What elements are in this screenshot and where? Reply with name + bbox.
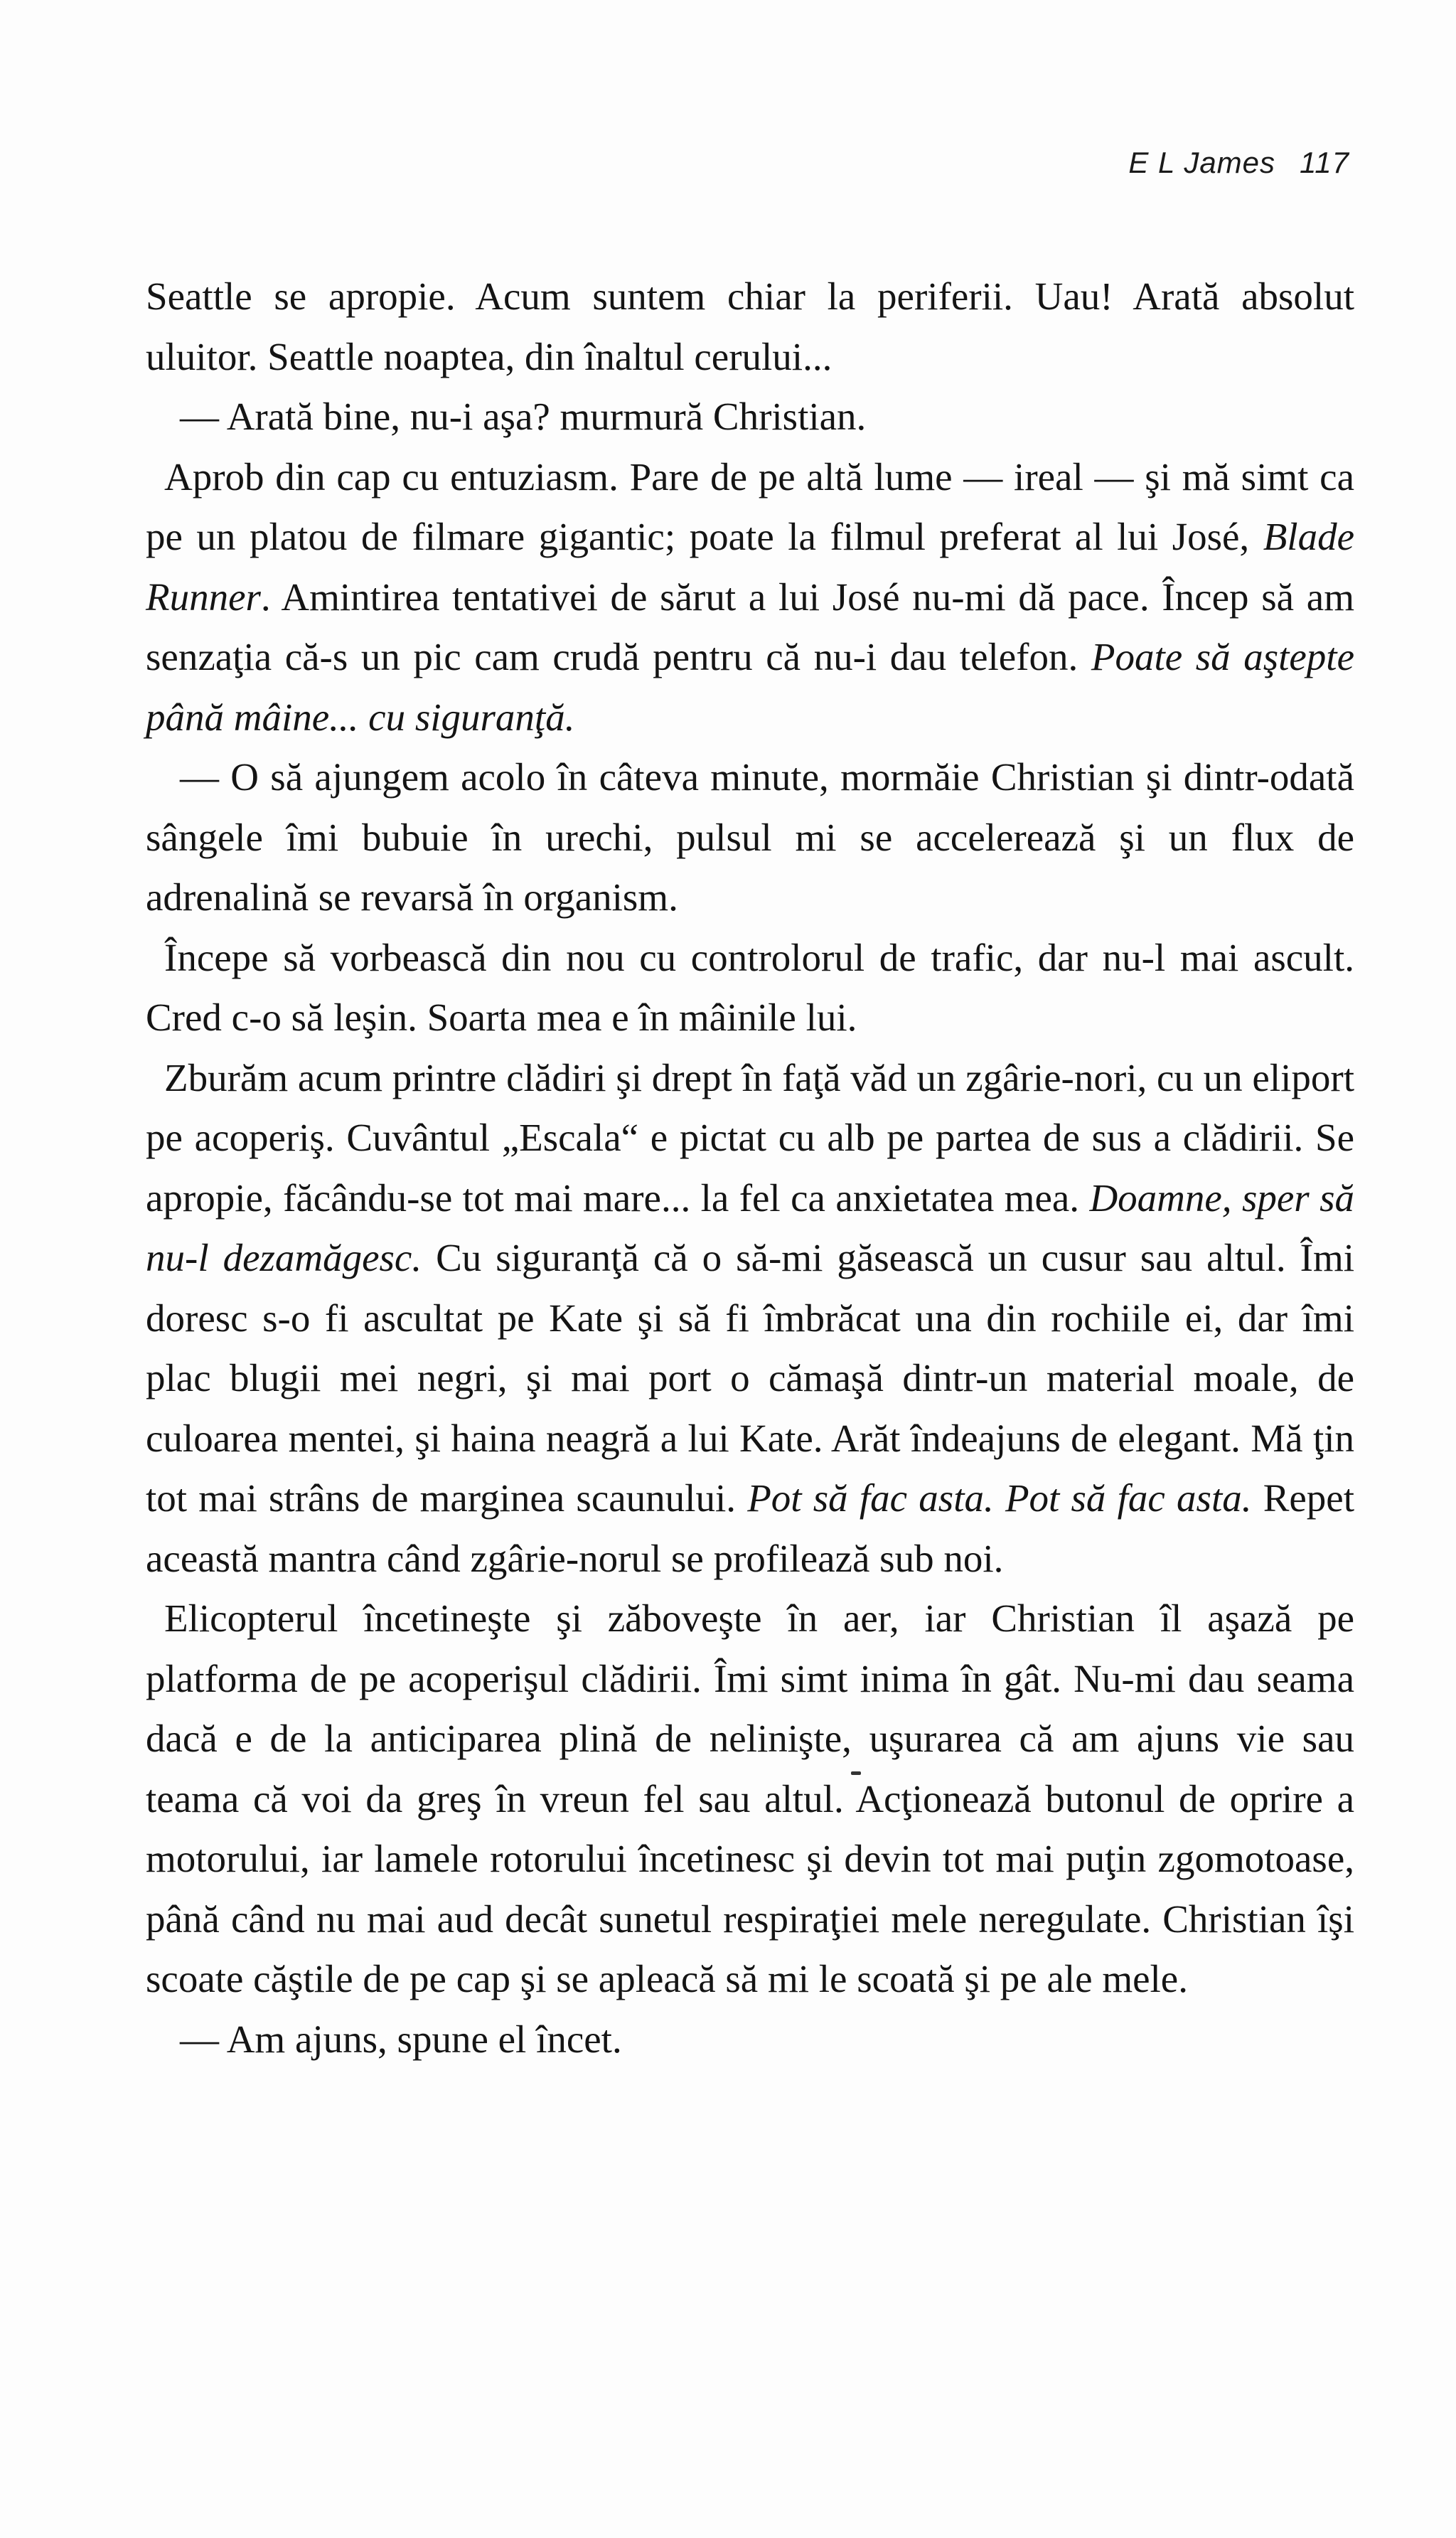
text-run: Aprob din cap cu entuziasm. Pare de pe altă lume — ireal — şi mă simt ca pe un platou de filmare gigantic; poate la filmul preferat al lui José, — [146, 454, 1354, 558]
author-name: E L James — [1128, 146, 1276, 179]
text-run: . Amintirea tentativei de sărut a lui José nu-mi dă pace. Încep să am senzaţia că-s un pic cam crudă pentru că nu-i dau telefon. — [146, 575, 1354, 678]
text-run: — Arată bine, nu-i aşa? murmură Christian. — [180, 395, 867, 438]
paragraph — [146, 447, 1354, 748]
italic-text-run: Poate să aştepte până mâine... cu siguranţă. — [146, 635, 1354, 739]
body-text — [146, 267, 1354, 2069]
italic-text-run: Pot să fac asta. Pot să fac asta. — [747, 1476, 1252, 1520]
text-run: — O să ajungem acolo în câteva minute, mormăie Christian şi dintr-odată sângele îmi bubuie în urechi, pulsul mi se accelerează şi un flux de adrenalină se revarsă în organism. — [146, 755, 1354, 919]
paragraph — [146, 928, 1354, 1048]
paragraph — [146, 1589, 1354, 2010]
text-run: Elicopterul încetineşte şi zăboveşte în aer, iar Christian îl aşază pe platforma de pe acoperişul clădirii. Îmi simt inima în gât. Nu-mi dau seama dacă e de la anticiparea plină de nelinişte, uşurarea că am ajuns vie sau teama că voi da greş în vreun fel sau altul. Acţionează butonul de oprire a motorului, iar lamele rotorului încetinesc şi devin tot mai puţin zgomotoase, până când nu mai aud decât sunetul respiraţiei mele neregulate. Christian îşi scoate căştile de pe cap şi se apleacă să mi le scoată şi pe ale mele. — [146, 1596, 1354, 2000]
paragraph — [146, 2010, 1354, 2070]
paragraph — [146, 267, 1354, 387]
paragraph — [146, 747, 1354, 928]
text-run: Cu siguranţă că o să-mi găsească un cusur sau altul. Îmi doresc s-o fi ascultat pe Kate şi să fi îmbrăcat una din rochiile ei, dar îmi plac blugii mei negri, şi mai port o cămaşă dintr-un material moale, de culoarea mentei, şi haina neagră a lui Kate. Arăt îndeajuns de elegant. Mă ţin tot mai strâns de marginea scaunului. — [146, 1236, 1355, 1520]
text-run: Seattle se apropie. Acum suntem chiar la periferii. Uau! Arată absolut uluitor. Seattle noaptea, din înaltul cerului... — [146, 274, 1354, 378]
text-run: Repet această mantra când zgârie-norul se profilează sub noi. — [146, 1476, 1354, 1580]
page-number: 117 — [1300, 146, 1349, 179]
print-speck — [851, 1771, 861, 1775]
paragraph — [146, 1048, 1354, 1589]
text-run: Începe să vorbească din nou cu controlorul de trafic, dar nu-l mai ascult. Cred c-o să leşin. Soarta mea e în mâinile lui. — [146, 935, 1354, 1039]
text-run: — Am ajuns, spune el încet. — [180, 2017, 622, 2061]
italic-text-run: Blade Runner — [146, 515, 1354, 619]
text-run: Zburăm acum printre clădiri şi drept în faţă văd un zgârie-nori, cu un eliport pe acoperiş. Cuvântul „Escala“ e pictat cu alb pe partea de sus a clădirii. Se apropie, făcându-se tot mai mare... la fel ca anxietatea mea. — [146, 1055, 1354, 1220]
running-header — [1128, 146, 1349, 180]
paragraph — [146, 387, 1354, 447]
italic-text-run: Doamne, sper să nu-l dezamăgesc. — [146, 1175, 1354, 1279]
